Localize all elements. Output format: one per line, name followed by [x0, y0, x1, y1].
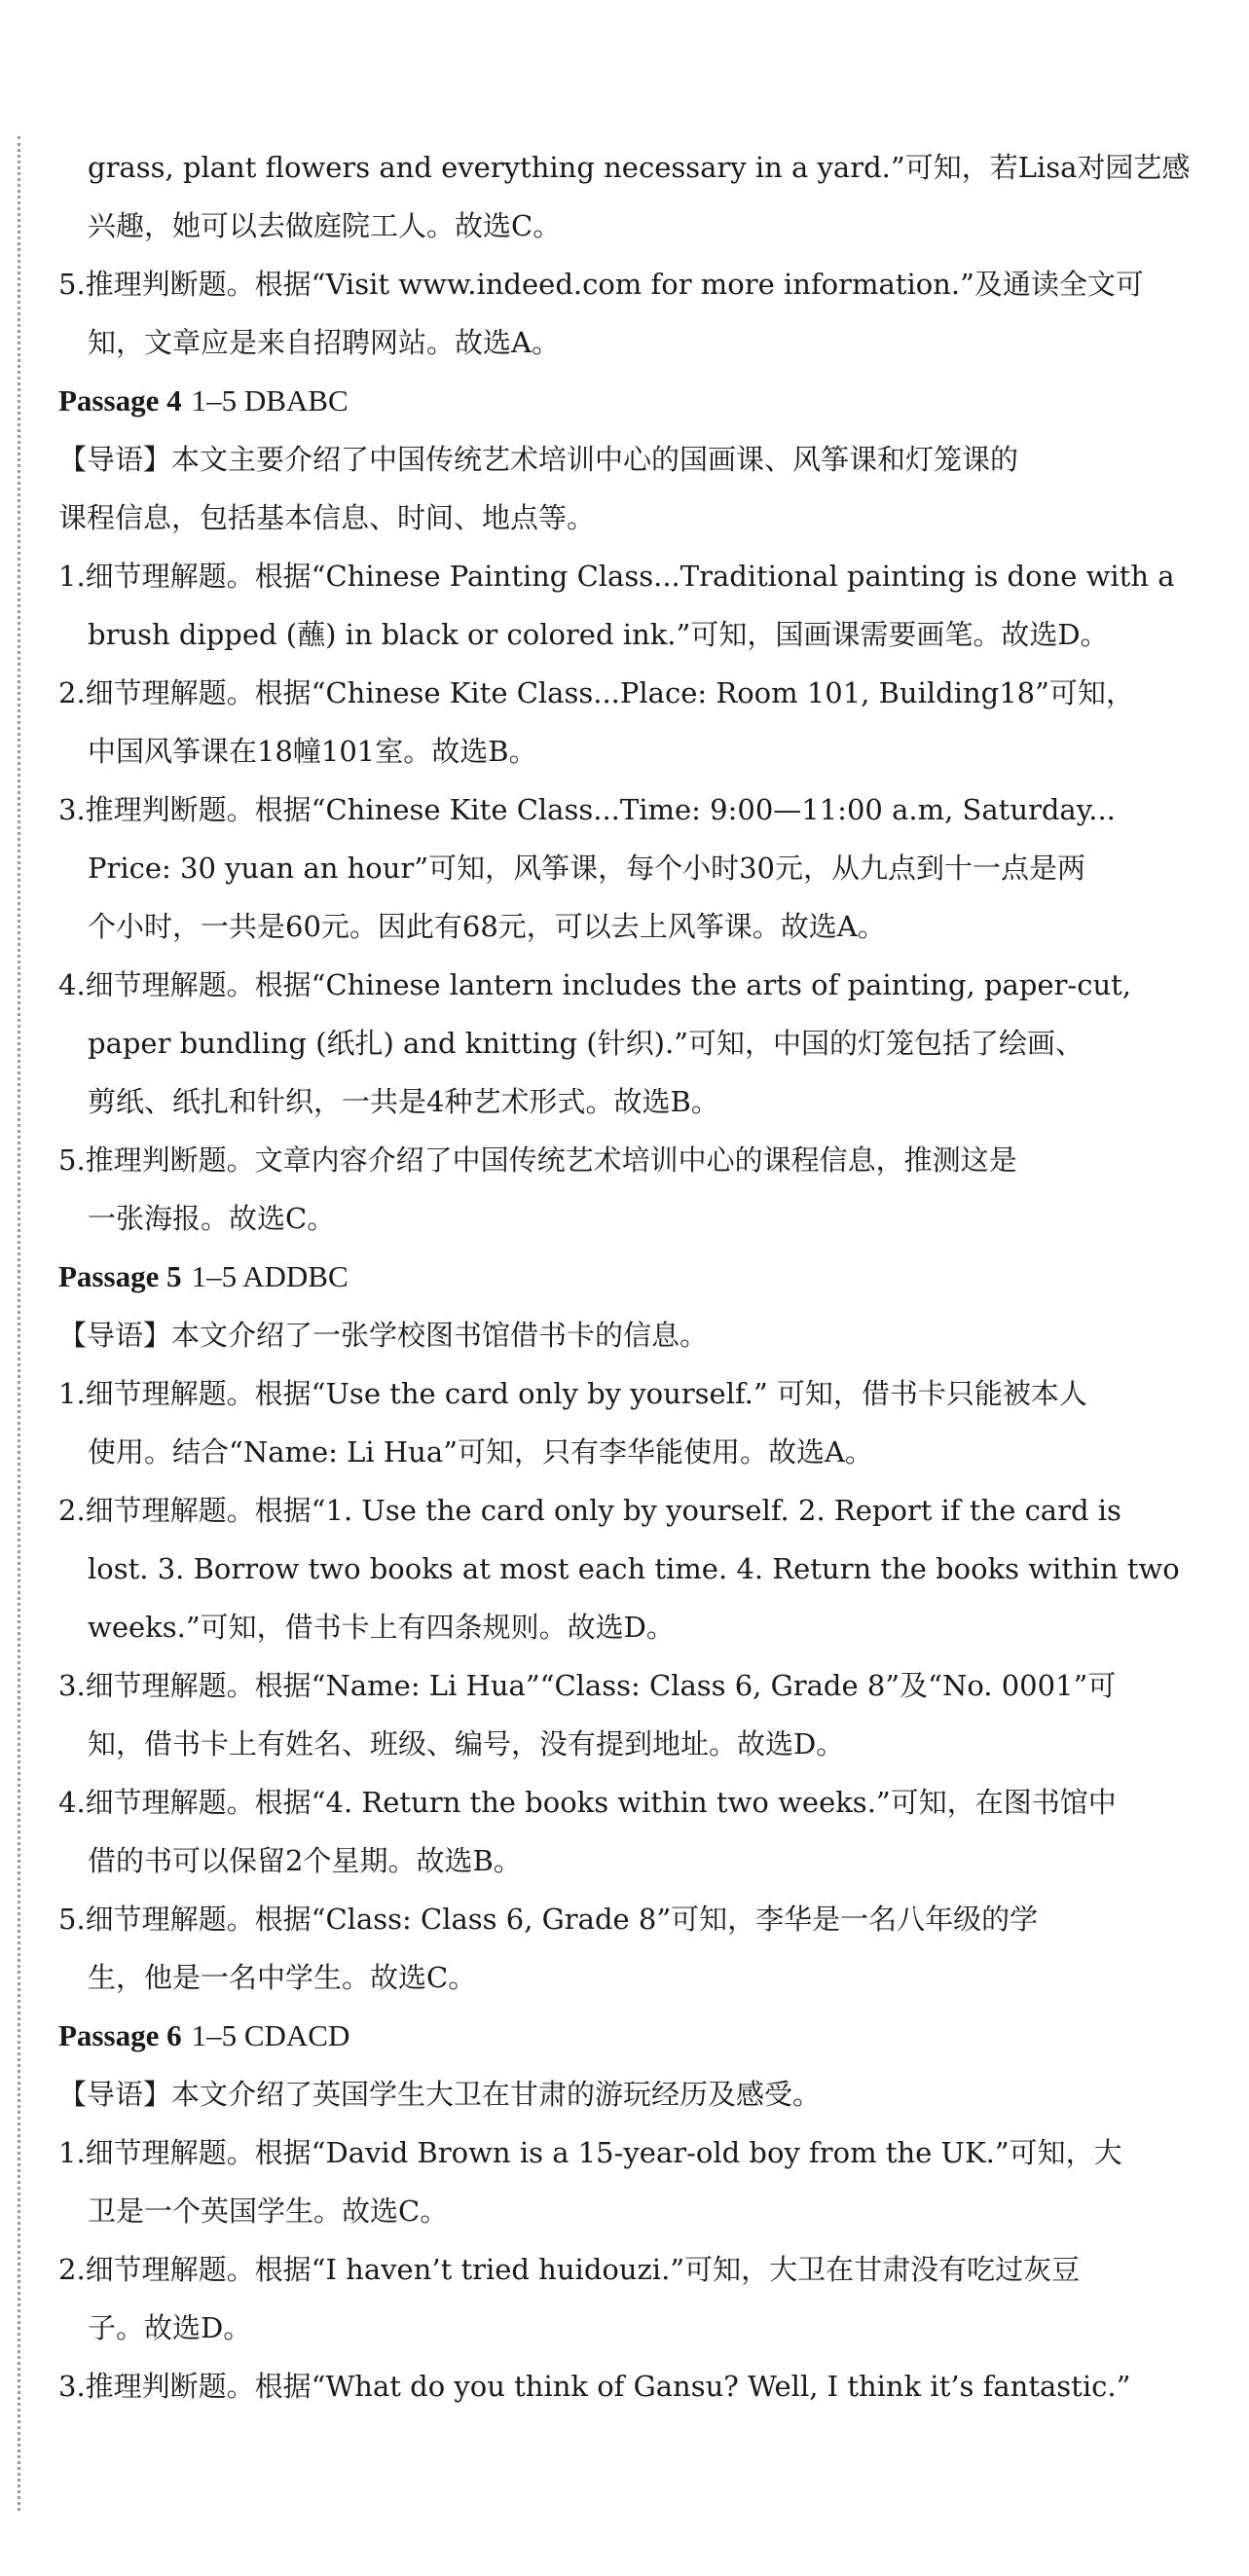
text-line: weeks.”可知，借书卡上有四条规则。故选D。 — [88, 1611, 675, 1644]
answer-key: 1–5 DBABC — [191, 383, 349, 417]
text-line: 个小时，一共是60元。因此有68元，可以去上风筝课。故选A。 — [88, 910, 886, 943]
text-line: Price: 30 yuan an hour”可知，风筝课，每个小时30元，从九点到十一点是两 — [88, 852, 1085, 885]
text-line: 2.细节理解题。根据“1. Use the card only by yourself. 2. Report if the card is — [58, 1494, 1121, 1527]
text-line: 一张海报。故选C。 — [88, 1202, 336, 1235]
answer-key: 1–5 CDACD — [191, 2018, 350, 2052]
text-line: 【导语】本文介绍了英国学生大卫在甘肃的游玩经历及感受。 — [58, 2078, 822, 2111]
answer-key-page — [58, 138, 1191, 2415]
text-line: 中国风筝课在18幢101室。故选B。 — [88, 735, 537, 768]
passage-heading — [58, 372, 1139, 430]
text-line: 【导语】本文主要介绍了中国传统艺术培训中心的国画课、风筝课和灯笼课的 — [58, 443, 1019, 476]
text-line: 借的书可以保留2个星期。故选B。 — [88, 1844, 522, 1877]
passage-heading — [58, 1248, 1139, 1306]
text-line: 1.细节理解题。根据“Chinese Painting Class...Traditional painting is done with a — [58, 560, 1175, 593]
text-line: 子。故选D。 — [88, 2311, 252, 2344]
text-line: grass, plant flowers and everything necessary in a yard.”可知，若Lisa对园艺感 — [88, 151, 1191, 184]
passage-title: Passage 4 — [58, 383, 182, 417]
text-line: 1.细节理解题。根据“Use the card only by yourself.” 可知，借书卡只能被本人 — [58, 1377, 1087, 1410]
text-line: 卫是一个英国学生。故选C。 — [88, 2195, 449, 2228]
text-line: 生，他是一名中学生。故选C。 — [88, 1961, 477, 1994]
text-line: 1.细节理解题。根据“David Brown is a 15-year-old boy from the UK.”可知，大 — [58, 2136, 1122, 2169]
text-line: 3.推理判断题。根据“What do you think of Gansu? Well, I think it’s fantastic.” — [58, 2370, 1131, 2403]
text-line: 2.细节理解题。根据“I haven’t tried huidouzi.”可知，大卫在甘肃没有吃过灰豆 — [58, 2253, 1081, 2286]
passage-heading — [58, 2007, 1139, 2065]
text-line: 3.推理判断题。根据“Chinese Kite Class...Time: 9:00—11:00 a.m, Saturday... — [58, 793, 1116, 826]
answer-key: 1–5 ADDBC — [191, 1259, 349, 1293]
text-line: 3.细节理解题。根据“Name: Li Hua”“Class: Class 6, Grade 8”及“No. 0001”可 — [58, 1669, 1117, 1702]
passage-title: Passage 5 — [58, 1259, 182, 1293]
text-line: 知，借书卡上有姓名、班级、编号，没有提到地址。故选D。 — [88, 1727, 845, 1760]
text-line: brush dipped (蘸) in black or colored ink.”可知，国画课需要画笔。故选D。 — [88, 618, 1109, 651]
text-line: 知，文章应是来自招聘网站。故选A。 — [88, 326, 560, 359]
text-line: 4.细节理解题。根据“4. Return the books within two weeks.”可知，在图书馆中 — [58, 1786, 1117, 1819]
passage-title: Passage 6 — [58, 2018, 182, 2052]
text-line: 兴趣，她可以去做庭院工人。故选C。 — [88, 209, 562, 242]
binding-dotted-line — [18, 136, 20, 2511]
text-line: paper bundling (纸扎) and knitting (针织).”可知，中国的灯笼包括了绘画、 — [88, 1027, 1084, 1060]
text-line: 5.推理判断题。根据“Visit www.indeed.com for more information.”及通读全文可 — [58, 268, 1144, 301]
text-line: 课程信息，包括基本信息、时间、地点等。 — [58, 501, 596, 534]
text-line: 5.细节理解题。根据“Class: Class 6, Grade 8”可知，李华是一名八年级的学 — [58, 1903, 1039, 1936]
text-line: lost. 3. Borrow two books at most each time. 4. Return the books within two — [88, 1552, 1180, 1585]
text-line: 2.细节理解题。根据“Chinese Kite Class...Place: Room 101, Building18”可知， — [58, 676, 1134, 709]
text-line: 使用。结合“Name: Li Hua”可知，只有李华能使用。故选A。 — [88, 1435, 873, 1469]
text-line: 剪纸、纸扎和针织，一共是4种艺术形式。故选B。 — [88, 1085, 719, 1118]
text-line: 5.推理判断题。文章内容介绍了中国传统艺术培训中心的课程信息，推测这是 — [58, 1143, 1017, 1177]
text-line: 【导语】本文介绍了一张学校图书馆借书卡的信息。 — [58, 1319, 709, 1352]
text-line: 4.细节理解题。根据“Chinese lantern includes the arts of painting, paper-cut, — [58, 968, 1132, 1001]
